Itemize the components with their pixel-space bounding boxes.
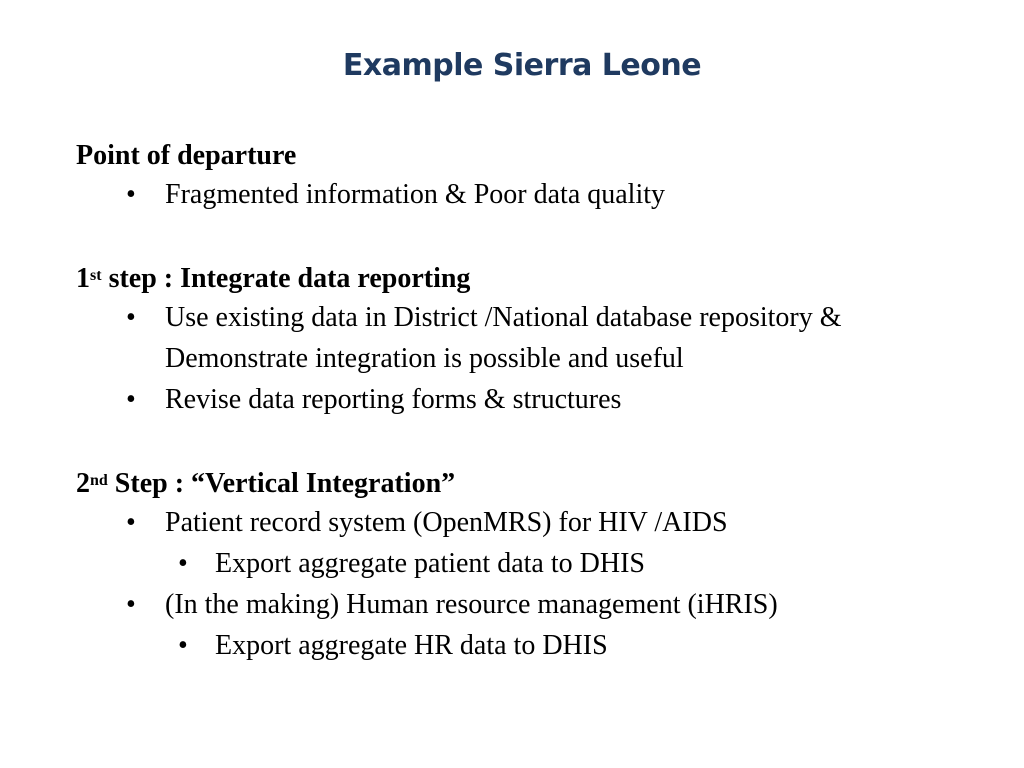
bullet-dot-icon: • — [178, 630, 188, 661]
slide-body — [76, 138, 1006, 666]
bullet-dot-icon: • — [178, 548, 188, 579]
sub-bullet-item — [76, 543, 1006, 584]
section-heading-first-step — [76, 261, 1006, 297]
bullet-text: Use existing data in District /National database repository & Demonstrate integration is possible and useful — [165, 302, 842, 374]
bullet-dot-icon: • — [126, 179, 136, 210]
bullet-text: Export aggregate patient data to DHIS — [215, 548, 645, 579]
heading-number: 1 — [76, 263, 90, 294]
bullet-item — [76, 584, 1006, 625]
heading-text: Step : “Vertical Integration” — [107, 468, 456, 499]
bullet-item — [76, 174, 1006, 215]
heading-text: step : Integrate data reporting — [101, 263, 471, 294]
bullet-dot-icon: • — [126, 589, 136, 620]
section-heading-point-of-departure: Point of departure — [76, 140, 297, 171]
heading-ordinal: st — [90, 267, 102, 284]
bullet-text: Export aggregate HR data to DHIS — [215, 630, 608, 661]
bullet-text: Fragmented information & Poor data quality — [165, 179, 666, 210]
bullet-dot-icon: • — [126, 384, 136, 415]
heading-number: 2 — [76, 468, 90, 499]
bullet-text: Revise data reporting forms & structures — [165, 384, 622, 415]
bullet-item — [76, 297, 965, 379]
bullet-dot-icon: • — [126, 507, 136, 538]
bullet-text: Patient record system (OpenMRS) for HIV /AIDS — [165, 507, 728, 538]
slide-title: Example Sierra Leone — [342, 48, 702, 83]
bullet-item — [76, 502, 1006, 543]
bullet-item — [76, 379, 1006, 420]
sub-bullet-item — [76, 625, 1006, 666]
bullet-text: (In the making) Human resource management (iHRIS) — [165, 589, 778, 620]
heading-ordinal: nd — [90, 472, 108, 489]
section-heading-second-step — [76, 466, 1006, 502]
bullet-dot-icon: • — [126, 302, 136, 333]
